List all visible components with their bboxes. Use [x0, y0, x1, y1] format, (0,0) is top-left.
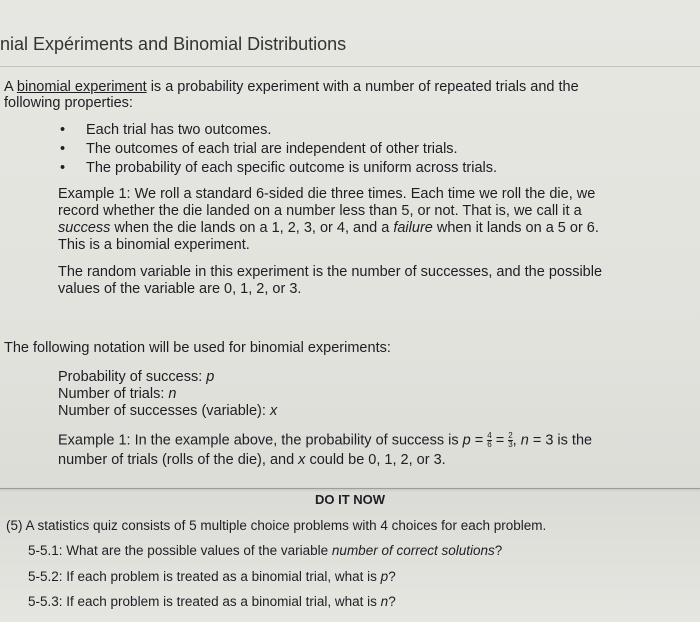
question-end: ?: [388, 569, 396, 584]
notation-successes: [58, 403, 277, 420]
page-title: nial Expériments and Binomial Distributions: [0, 34, 347, 54]
do-it-now-heading: DO IT NOW: [314, 492, 386, 507]
notation-example-p: p: [462, 432, 471, 449]
notation-intro: The following notation will be used for binomial experiments:: [4, 340, 391, 356]
notation-example-line-2-post: could be 0, 1, 2, or 3.: [305, 452, 446, 468]
notation-example-after: = 3 is the: [528, 432, 593, 449]
notation-example-line-1: [58, 432, 592, 449]
question-5-5-3: [28, 594, 396, 610]
random-var-line-1: The random variable in this experiment is the number of successes, and the possible: [58, 264, 603, 280]
question-text: 5-5.2: If each problem is treated as a binomial trial, what is: [28, 569, 381, 584]
notation-trials: [58, 386, 176, 403]
question-text: 5-5.3: If each problem is treated as a binomial trial, what is: [28, 594, 381, 609]
property-item: • Each trial has two outcomes.: [86, 122, 271, 139]
question-italic: n: [380, 594, 389, 609]
question-end: ?: [388, 594, 396, 609]
question-text: 5-5.1: What are the possible values of the variable: [28, 543, 332, 558]
equals-sign: =: [470, 432, 488, 449]
fraction-numerator: 2: [508, 431, 513, 440]
random-var-line-2: values of the variable are 0, 1, 2, or 3.: [58, 281, 302, 297]
example1-line-2: record whether the die landed on a number less than 5, or not. That is, we call it a: [58, 203, 582, 219]
question-italic: number of correct solutions: [331, 543, 495, 558]
example1-line-3-mid: when the die lands on a 1, 2, 3, or 4, and a: [110, 220, 394, 236]
fraction-numerator: 4: [487, 431, 492, 440]
success-term: success: [58, 220, 111, 236]
fraction-denominator: 6: [487, 440, 492, 449]
failure-term: failure: [393, 220, 433, 236]
property-item: • The outcomes of each trial are independent of other trials.: [86, 141, 458, 158]
fraction-denominator: 3: [508, 440, 513, 449]
notation-probability: [58, 369, 214, 386]
def-post: is a probability experiment with a number of repeated trials and the: [146, 79, 579, 95]
notation-example-n: n: [520, 432, 529, 449]
question-italic: p: [380, 569, 389, 584]
successes-symbol: x: [269, 403, 278, 419]
question-5-5-2: [28, 569, 396, 585]
definition-line-1: [4, 79, 579, 96]
example1-line-1: Example 1: We roll a standard 6-sided die three times. Each time we roll the die, we: [58, 186, 596, 202]
def-pre: A: [4, 79, 17, 95]
successes-label: Number of successes (variable):: [58, 403, 270, 419]
question-end: ?: [494, 543, 503, 558]
notation-example-pre: Example 1: In the example above, the probability of success is: [58, 432, 463, 449]
section-divider: [0, 488, 700, 489]
example1-line-3: [58, 220, 599, 237]
definition-line-2: following properties:: [4, 95, 133, 111]
example1-line-4: This is a binomial experiment.: [58, 237, 250, 253]
prob-label: Probability of success:: [58, 369, 207, 385]
property-item: • The probability of each specific outcome is uniform across trials.: [86, 160, 497, 177]
equals-sign: =: [491, 432, 509, 449]
question-5-5-1: [28, 543, 502, 559]
def-term: binomial experiment: [16, 79, 147, 95]
comma: ,: [512, 432, 521, 449]
page-header: [0, 0, 700, 67]
notation-example-line-2-pre: number of trials (rolls of the die), and: [58, 452, 299, 468]
trials-label: Number of trials:: [58, 386, 169, 402]
notation-example-line-2: [58, 452, 446, 469]
notation-example-x: x: [298, 452, 306, 468]
problem-statement: (5) A statistics quiz consists of 5 multiple choice problems with 4 choices for each problem.: [6, 518, 547, 533]
trials-symbol: n: [168, 386, 177, 402]
prob-symbol: p: [206, 369, 215, 385]
example1-line-3-end: when it lands on a 5 or 6.: [432, 220, 599, 236]
